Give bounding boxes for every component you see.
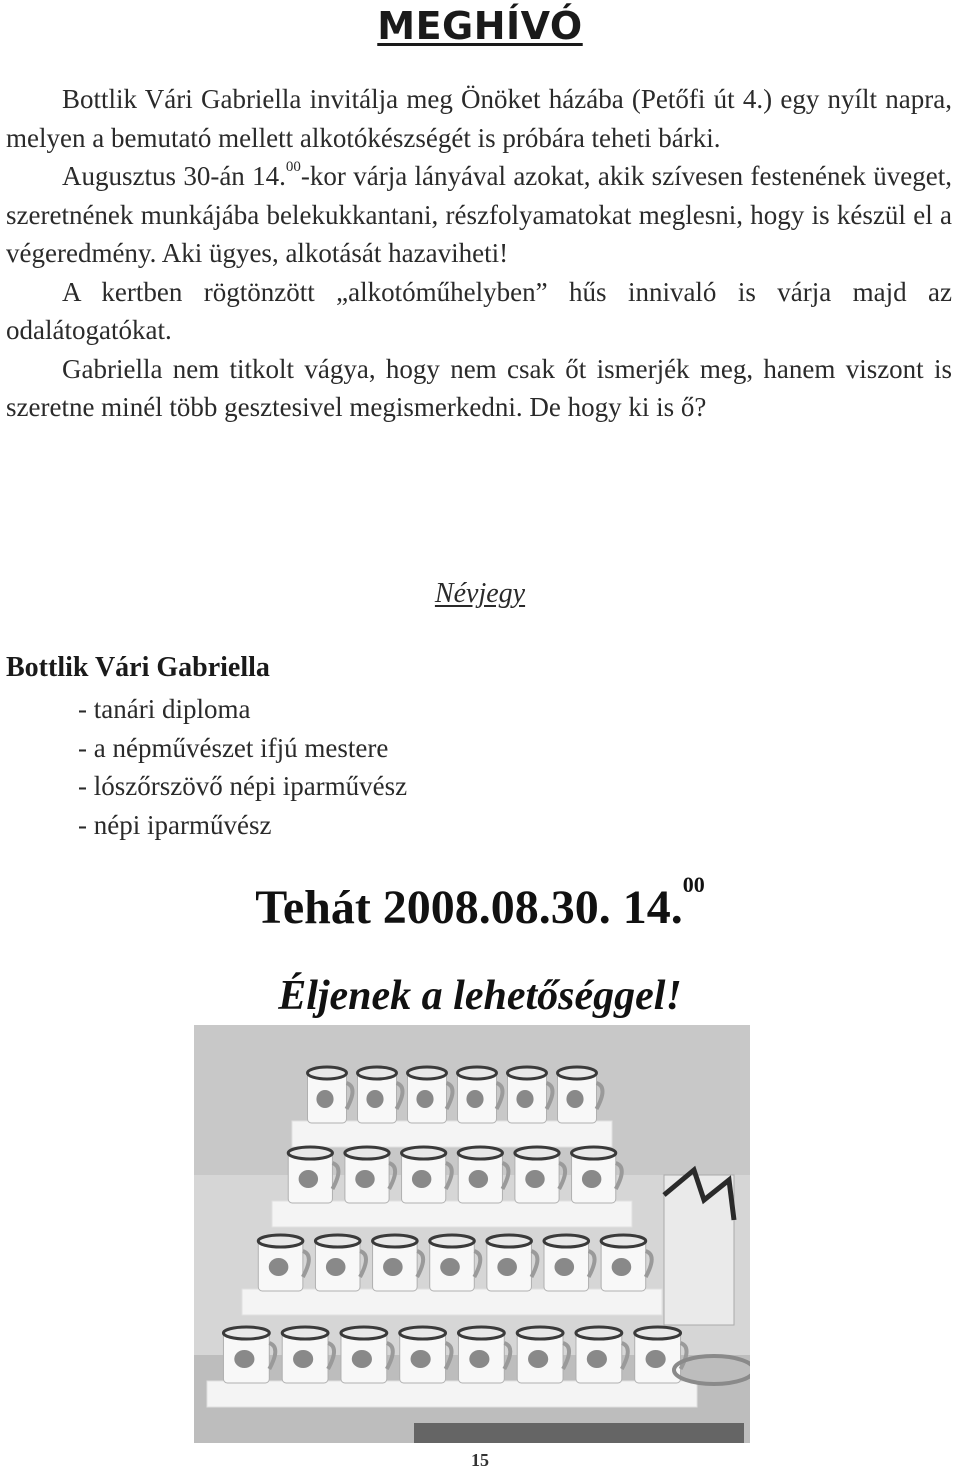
- mug-decoration: [355, 1170, 374, 1188]
- mug-decoration: [412, 1170, 431, 1188]
- mug-decoration: [497, 1258, 517, 1276]
- mug-decoration: [612, 1258, 632, 1276]
- mug-decoration: [269, 1258, 289, 1276]
- mug-decoration: [234, 1350, 254, 1368]
- qualification-item: - tanári diploma: [78, 694, 251, 724]
- mug-decoration: [466, 1090, 483, 1108]
- mug-rim: [223, 1327, 269, 1339]
- invitation-body: [6, 80, 952, 427]
- mug-decoration: [516, 1090, 533, 1108]
- mug-rim: [373, 1235, 418, 1247]
- decorated-strip: [414, 1423, 744, 1443]
- mug-decoration: [416, 1090, 433, 1108]
- mug-rim: [458, 1067, 497, 1079]
- display-shelf: [207, 1381, 697, 1407]
- mug-rim: [408, 1067, 447, 1079]
- mug-rim: [288, 1147, 332, 1159]
- artist-name: Bottlik Vári Gabriella: [6, 652, 270, 683]
- mug-display-photo: [194, 1025, 750, 1443]
- mug-decoration: [587, 1350, 607, 1368]
- qualification-item: - lószőrszövő népi iparművész: [78, 771, 408, 801]
- mug-rim: [572, 1147, 616, 1159]
- display-shelf: [292, 1121, 612, 1147]
- mug-rim: [508, 1067, 547, 1079]
- mug-decoration: [566, 1090, 583, 1108]
- paragraph-event: Augusztus 30-án 14.00-kor várja lányával azokat, akik szívesen festenének üveget, szeretnének munkájába belekukkantani, részfolyamatokat meglesni, hogy is készül el a végeredmény. Aki ügyes, alkotását hazaviheti!: [6, 159, 952, 268]
- mug-rim: [430, 1235, 475, 1247]
- mug-rim: [635, 1327, 681, 1339]
- display-shelf: [272, 1201, 632, 1227]
- mug-decoration: [352, 1350, 372, 1368]
- mug-decoration: [554, 1258, 574, 1276]
- business-card-title: Névjegy: [434, 578, 526, 609]
- paragraph-garden: A kertben rögtönzött „alkotóműhelyben” hűs innivaló is várja majd az odalátogatókat.: [6, 276, 952, 345]
- mug-rim: [517, 1327, 563, 1339]
- mug-decoration: [383, 1258, 403, 1276]
- mug-rim: [308, 1067, 347, 1079]
- mug-decoration: [469, 1350, 489, 1368]
- mug-rim: [315, 1235, 360, 1247]
- mug-rim: [515, 1147, 559, 1159]
- document-title: MEGHÍVÓ: [377, 4, 583, 48]
- display-shelf: [242, 1289, 662, 1315]
- mug-decoration: [299, 1170, 318, 1188]
- mug-rim: [558, 1067, 597, 1079]
- mug-rim: [345, 1147, 389, 1159]
- mug-decoration: [326, 1258, 346, 1276]
- mug-decoration: [582, 1170, 601, 1188]
- mug-rim: [400, 1327, 446, 1339]
- mug-decoration: [469, 1170, 488, 1188]
- mug-rim: [358, 1067, 397, 1079]
- mug-rim: [402, 1147, 446, 1159]
- slogan: Éljenek a lehetőséggel!: [278, 973, 682, 1019]
- mug-rim: [601, 1235, 646, 1247]
- mug-decoration: [646, 1350, 666, 1368]
- mug-rim: [458, 1147, 502, 1159]
- qualification-item: - a népművészet ifjú mestere: [78, 732, 389, 763]
- mug-rim: [544, 1235, 589, 1247]
- mug-display-illustration: [194, 1025, 750, 1443]
- glass-vase: [664, 1175, 734, 1325]
- mug-decoration: [366, 1090, 383, 1108]
- paragraph-intro: Bottlik Vári Gabriella invitálja meg Önöket házába (Petőfi út 4.) egy nyílt napra, melyen a bemutató mellett alkotókészségét is próbára teheti bárki.: [6, 84, 952, 153]
- qualification-item: - népi iparművész: [78, 809, 272, 840]
- mug-decoration: [316, 1090, 333, 1108]
- mug-rim: [487, 1235, 532, 1247]
- mug-rim: [282, 1327, 328, 1339]
- mug-decoration: [528, 1350, 548, 1368]
- mug-decoration: [411, 1350, 431, 1368]
- mug-decoration: [440, 1258, 460, 1276]
- mug-rim: [458, 1327, 504, 1339]
- page-number: 15: [471, 1450, 489, 1470]
- mug-rim: [258, 1235, 303, 1247]
- paragraph-wish: Gabriella nem titkolt vágya, hogy nem csak őt ismerjék meg, hanem viszont is szeretne minél több gesztesivel megismerkedni. De hogy ki is ő?: [6, 353, 952, 422]
- qualification-list: [78, 690, 407, 844]
- mug-decoration: [293, 1350, 313, 1368]
- mug-rim: [576, 1327, 622, 1339]
- event-date: Tehát 2008.08.30. 14.00: [255, 872, 705, 934]
- mug-rim: [341, 1327, 387, 1339]
- mug-decoration: [525, 1170, 544, 1188]
